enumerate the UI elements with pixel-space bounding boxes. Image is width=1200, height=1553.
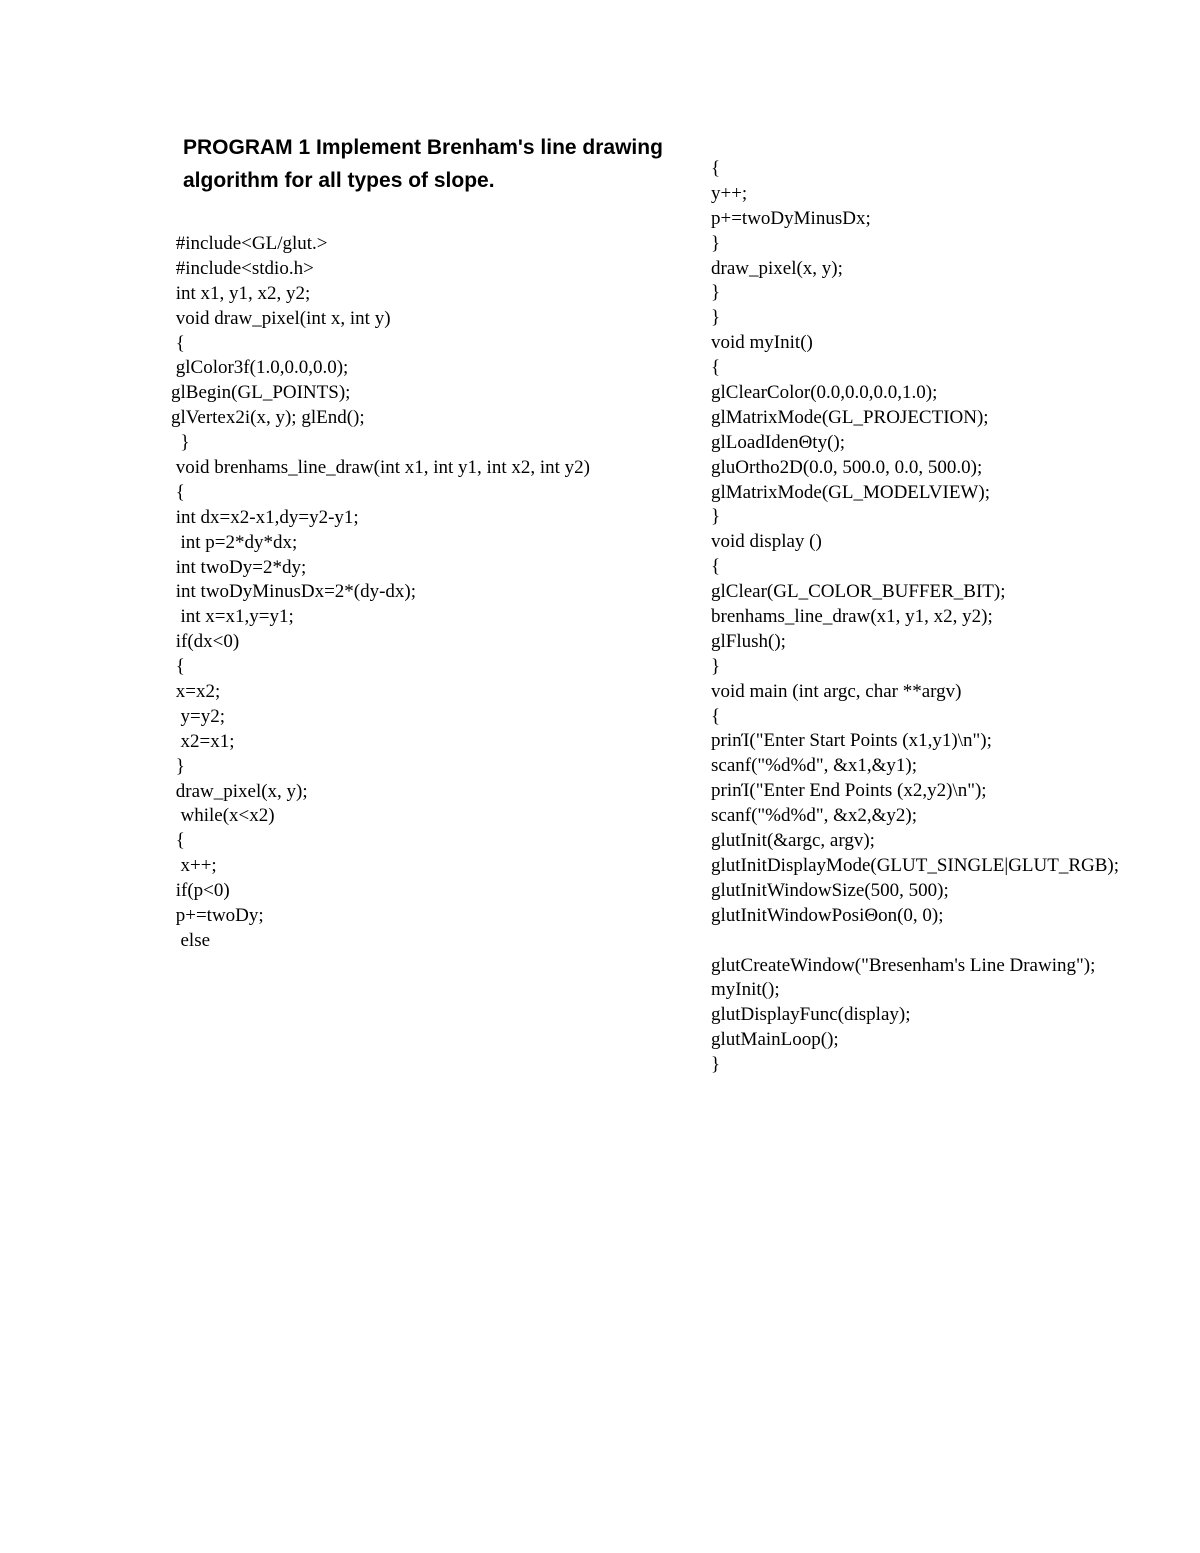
code-line: } [711,1054,721,1076]
code-line: glClearColor(0.0,0.0,0.0,1.0); [711,382,938,404]
code-line: prinΊ("Enter End Points (x2,y2)\n"); [711,780,987,802]
code-line: { [711,357,721,379]
code-line: gluOrtho2D(0.0, 500.0, 0.0, 500.0); [711,456,983,478]
code-line: glutInitWindowSize(500, 500); [711,879,949,901]
code-line: int dx=x2-x1,dy=y2-y1; [171,506,359,528]
code-line: glMatrixMode(GL_MODELVIEW); [711,481,990,503]
code-line: { [711,556,721,578]
code-line: int x=x1,y=y1; [171,606,294,628]
code-listing-left-column [171,232,590,954]
code-line: glBegin(GL_POINTS); [171,382,351,404]
code-line: int twoDy=2*dy; [171,556,307,578]
code-line: #include<stdio.h> [171,257,314,279]
code-line [711,929,1119,954]
code-line: glMatrixMode(GL_PROJECTION); [711,406,989,428]
code-line: scanf("%d%d", &x1,&y1); [711,755,917,777]
code-line: { [711,705,721,727]
code-line: } [171,432,190,454]
code-line: int p=2*dy*dx; [171,531,298,553]
code-line: #include<GL/glut.> [171,233,328,254]
code-line: { [171,656,185,678]
code-line: p+=twoDy; [171,905,264,927]
code-listing-right-column [711,157,1119,1078]
code-line: brenhams_line_draw(x1, y1, x2, y2); [711,606,993,628]
code-line: glutInitWindowPosiΘon(0, 0); [711,904,944,926]
code-line: glutMainLoop(); [711,1029,839,1051]
code-line: glutCreateWindow("Bresenham's Line Drawing"); [711,954,1096,976]
code-line: glutDisplayFunc(display); [711,1004,911,1026]
code-line: void main (int argc, char **argv) [711,680,962,702]
code-line: void myInit() [711,332,813,354]
code-line: void brenhams_line_draw(int x1, int y1, int x2, int y2) [171,457,591,479]
code-line: x2=x1; [171,730,235,752]
code-line: while(x<x2) [171,805,275,827]
code-line: glFlush(); [711,630,786,652]
code-line: { [171,332,185,354]
code-line: if(dx<0) [171,631,240,653]
document-title-line-2: algorithm for all types of slope. [183,169,495,192]
code-line: { [171,830,185,852]
code-line: } [711,232,721,254]
code-line: draw_pixel(x, y); [171,780,308,802]
code-line: scanf("%d%d", &x2,&y2); [711,805,917,827]
code-line: } [711,282,721,304]
code-line: } [711,307,721,329]
code-line: } [171,755,185,777]
code-line: myInit(); [711,979,780,1001]
document-title-line-1: PROGRAM 1 Implement Brenham's line drawing [183,136,663,159]
code-line: } [711,655,721,677]
code-line: void display () [711,531,822,553]
code-line: x=x2; [171,681,221,703]
code-line: glClear(GL_COLOR_BUFFER_BIT); [711,581,1006,603]
code-line: prinΊ("Enter Start Points (x1,y1)\n"); [711,730,992,752]
code-line: glutInit(&argc, argv); [711,830,875,852]
code-line: { [171,481,185,503]
code-line: } [711,506,721,528]
code-line: draw_pixel(x, y); [711,257,843,279]
code-line: y++; [711,182,748,204]
code-line: int x1, y1, x2, y2; [171,282,311,304]
code-line: x++; [171,855,217,877]
code-line: else [171,929,211,951]
code-line: p+=twoDyMinusDx; [711,207,871,229]
code-line: { [711,158,721,179]
code-line: glLoadIdenΘty(); [711,431,846,453]
code-line: int twoDyMinusDx=2*(dy-dx); [171,581,417,603]
code-line: y=y2; [171,705,225,727]
code-line: glutInitDisplayMode(GLUT_SINGLE|GLUT_RGB); [711,854,1120,876]
code-line: glVertex2i(x, y); glEnd(); [171,407,365,429]
code-line: if(p<0) [171,880,230,902]
code-line: void draw_pixel(int x, int y) [171,307,391,329]
code-line: glColor3f(1.0,0.0,0.0); [171,357,349,379]
